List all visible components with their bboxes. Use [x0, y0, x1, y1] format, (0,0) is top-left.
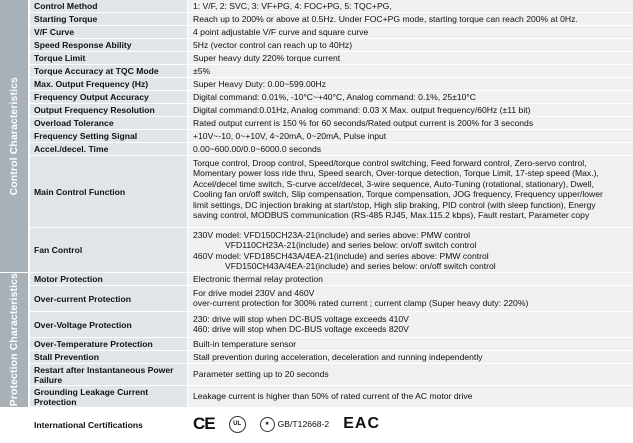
table-row: International Certifications CE UL ★ GB/T12668-2 EAC: [30, 408, 633, 442]
table-row: Output Frequency Resolution Digital command:0.01Hz, Analog command: 0.03 X Max. output frequency/60Hz (±11 bit): [30, 104, 633, 117]
table-row: Over-Temperature Protection Built-in temperature sensor: [30, 338, 633, 351]
gb-mark-icon: ★: [260, 417, 275, 432]
gb-standard: GB/T12668-2: [277, 419, 330, 430]
ul-mark-icon: UL: [229, 416, 246, 433]
table-row: Speed Response Ability 5Hz (vector control can reach up to 40Hz): [30, 39, 633, 52]
table-row: Restart after Instantaneous Power Failure Parameter setting up to 20 seconds: [30, 364, 633, 386]
section-protection: Protection Characteristics: [0, 273, 28, 408]
eac-mark-icon: EAC: [343, 415, 380, 433]
table-row: Control Method 1: V/F, 2: SVC, 3: VF+PG, 4: FOC+PG, 5: TQC+PG,: [30, 0, 633, 13]
table-row: Torque Limit Super heavy duty 220% torque current: [30, 52, 633, 65]
table-row: Frequency Setting Signal +10V~-10, 0~+10V, 4~20mA, 0~20mA, Pulse input: [30, 130, 633, 143]
ce-mark-icon: CE: [193, 414, 215, 434]
table-row: Over-current Protection For drive model 230V and 460V over-current protection for 300% rated current ; current clamp (Super heavy duty: 220%): [30, 286, 633, 312]
table-row: Main Control Function Torque control, Droop control, Speed/torque control switching, Feed forward control, Zero-servo control, Momentary power loss ride thru, Speed search, Over-torque detection, Torque Limit, 17-step speed (Max.), Accel/decel time switch, S-curve accel/decel, 3-wire sequence, Auto-Tuning (rotational, stationary), Dwell, Cooling fan on/off switch, Slip compensation, Torque compensation, JOG frequency, Frequency upper/lower limit settings, DC injection braking at start/stop, High slip braking, PID control (with sleep function), Energy saving control, MODBUS communication (RS-485 RJ45, Max.115.2 kbps), Fault restart, Parameter copy: [30, 156, 633, 228]
section-control: Control Characteristics: [0, 0, 28, 273]
table-row: Starting Torque Reach up to 200% or above at 0.5Hz. Under FOC+PG mode, starting torque can reach 200% at 0Hz.: [30, 13, 633, 26]
table-row: Frequency Output Accuracy Digital command: 0.01%, -10°C~+40°C, Analog command: 0.1%, 25±10°C: [30, 91, 633, 104]
table-row: Torque Accuracy at TQC Mode ±5%: [30, 65, 633, 78]
table-row: Overload Tolerance Rated output current is 150 % for 60 seconds/Rated output current is 200% for 3 seconds: [30, 117, 633, 130]
table-row: Max. Output Frequency (Hz) Super Heavy Duty: 0.00~599.00Hz: [30, 78, 633, 91]
table-row: Motor Protection Electronic thermal relay protection: [30, 273, 633, 286]
table-row: Stall Prevention Stall prevention during acceleration, deceleration and running independently: [30, 351, 633, 364]
table-row: V/F Curve 4 point adjustable V/F curve and square curve: [30, 26, 633, 39]
table-row: Fan Control 230V model: VFD150CH23A-21(include) and series above: PMW control VFD110CH23A-21(include) and series below: on/off switch control 460V model: VFD185CH43A/4EA-21(include) and series above: PMW control VFD150CH43A/4EA-21(include) and series below: on/off switch control: [30, 228, 633, 273]
table-row: Over-Voltage Protection 230: drive will stop when DC-BUS voltage exceeds 410V 460: drive will stop when DC-BUS voltage exceeds 820V: [30, 312, 633, 338]
certification-marks: [193, 416, 380, 433]
table-row: Accel./decel. Time 0.00~600.00/0.0~6000.0 seconds: [30, 143, 633, 156]
table-row: Grounding Leakage Current Protection Leakage current is higher than 50% of rated current of the AC motor drive: [30, 386, 633, 408]
